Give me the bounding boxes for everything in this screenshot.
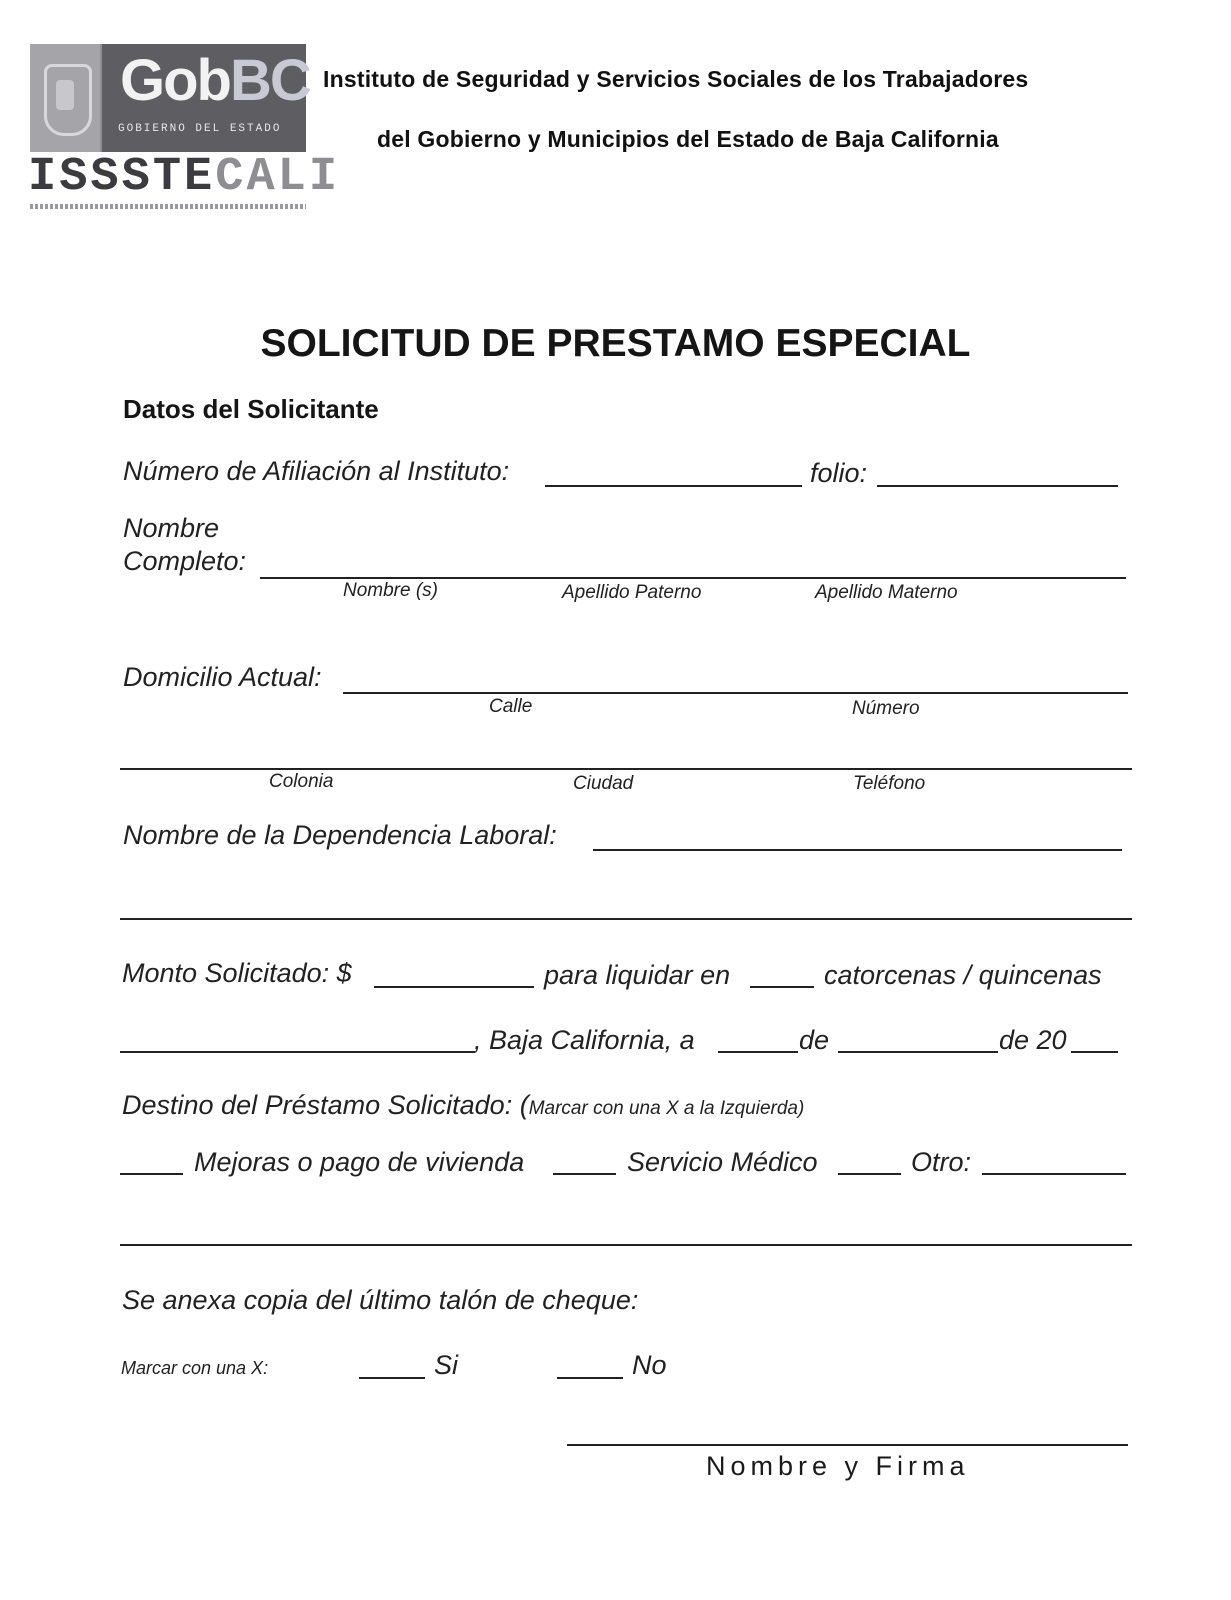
- ciudad-hint: Ciudad: [573, 773, 634, 794]
- apellido-paterno-hint: Apellido Paterno: [562, 582, 702, 603]
- institute-line-2: del Gobierno y Municipios del Estado de Baja California: [377, 126, 999, 152]
- plazo-field[interactable]: [750, 986, 814, 988]
- logo-brand: GobBC: [120, 48, 310, 113]
- domicilio-calle-field[interactable]: [343, 692, 1128, 694]
- telefono-hint: Teléfono: [853, 773, 926, 794]
- dependencia-label: Nombre de la Dependencia Laboral:: [123, 820, 557, 850]
- firma-label: Nombre y Firma: [706, 1451, 970, 1481]
- de-label-2: de 20: [999, 1025, 1067, 1055]
- monto-field[interactable]: [374, 986, 534, 988]
- nombre-label-2: Completo:: [123, 546, 247, 576]
- logo-acronym: ISSSTECALI: [28, 151, 341, 204]
- numero-hint: Número: [852, 698, 920, 719]
- si-checkbox[interactable]: [359, 1377, 425, 1379]
- no-label: No: [632, 1350, 667, 1380]
- domicilio-colonia-field[interactable]: [120, 768, 1132, 770]
- otro-checkbox[interactable]: [838, 1173, 901, 1175]
- nombre-label-1: Nombre: [123, 513, 220, 543]
- marcar-label: Marcar con una X:: [121, 1358, 269, 1378]
- medico-label: Servicio Médico: [627, 1147, 818, 1177]
- de-label-1: de: [799, 1025, 830, 1055]
- folio-field[interactable]: [877, 485, 1118, 487]
- logo-fine-print: [30, 204, 306, 209]
- logo-brand-subtitle: GOBIERNO DEL ESTADO: [118, 123, 282, 135]
- firma-field[interactable]: [567, 1444, 1128, 1446]
- destino-label: Destino del Préstamo Solicitado: (Marcar con una X a la Izquierda): [122, 1090, 805, 1120]
- colonia-hint: Colonia: [269, 771, 334, 792]
- section-title: Datos del Solicitante: [123, 394, 379, 424]
- anexa-label: Se anexa copia del último talón de cheque:: [122, 1285, 639, 1315]
- calle-hint: Calle: [489, 696, 533, 717]
- liquidar-label: para liquidar en: [544, 960, 731, 990]
- folio-label: folio:: [810, 458, 868, 488]
- afiliacion-label: Número de Afiliación al Instituto:: [123, 456, 510, 486]
- vivienda-checkbox[interactable]: [120, 1173, 183, 1175]
- periodo-label: catorcenas / quincenas: [824, 960, 1102, 990]
- vivienda-label: Mejoras o pago de vivienda: [194, 1147, 525, 1177]
- afiliacion-field[interactable]: [545, 485, 802, 487]
- otro-field[interactable]: [982, 1173, 1126, 1175]
- form-title: SOLICITUD DE PRESTAMO ESPECIAL: [260, 322, 971, 365]
- institute-line-1: Instituto de Seguridad y Servicios Sociales de los Trabajadores: [323, 66, 1029, 92]
- no-checkbox[interactable]: [557, 1377, 623, 1379]
- dia-field[interactable]: [718, 1051, 798, 1053]
- otro-label: Otro:: [911, 1147, 972, 1177]
- domicilio-label: Domicilio Actual:: [123, 662, 322, 692]
- si-label: Si: [434, 1350, 459, 1380]
- nombre-hint: Nombre (s): [343, 580, 439, 601]
- apellido-materno-hint: Apellido Materno: [815, 582, 958, 603]
- state-seal-icon: [30, 44, 100, 152]
- lugar-field[interactable]: [120, 1051, 475, 1053]
- dependencia-field[interactable]: [593, 849, 1122, 851]
- mes-field[interactable]: [838, 1051, 998, 1053]
- dependencia-field-2[interactable]: [120, 918, 1132, 920]
- monto-label: Monto Solicitado: $: [122, 958, 352, 988]
- lugar-label: , Baja California, a: [474, 1025, 695, 1055]
- medico-checkbox[interactable]: [553, 1173, 616, 1175]
- nombre-field[interactable]: [260, 577, 1126, 579]
- destino-hint: Marcar con una X a la Izquierda): [528, 1098, 805, 1119]
- otro-field-2[interactable]: [120, 1244, 1132, 1246]
- anio-field[interactable]: [1071, 1051, 1118, 1053]
